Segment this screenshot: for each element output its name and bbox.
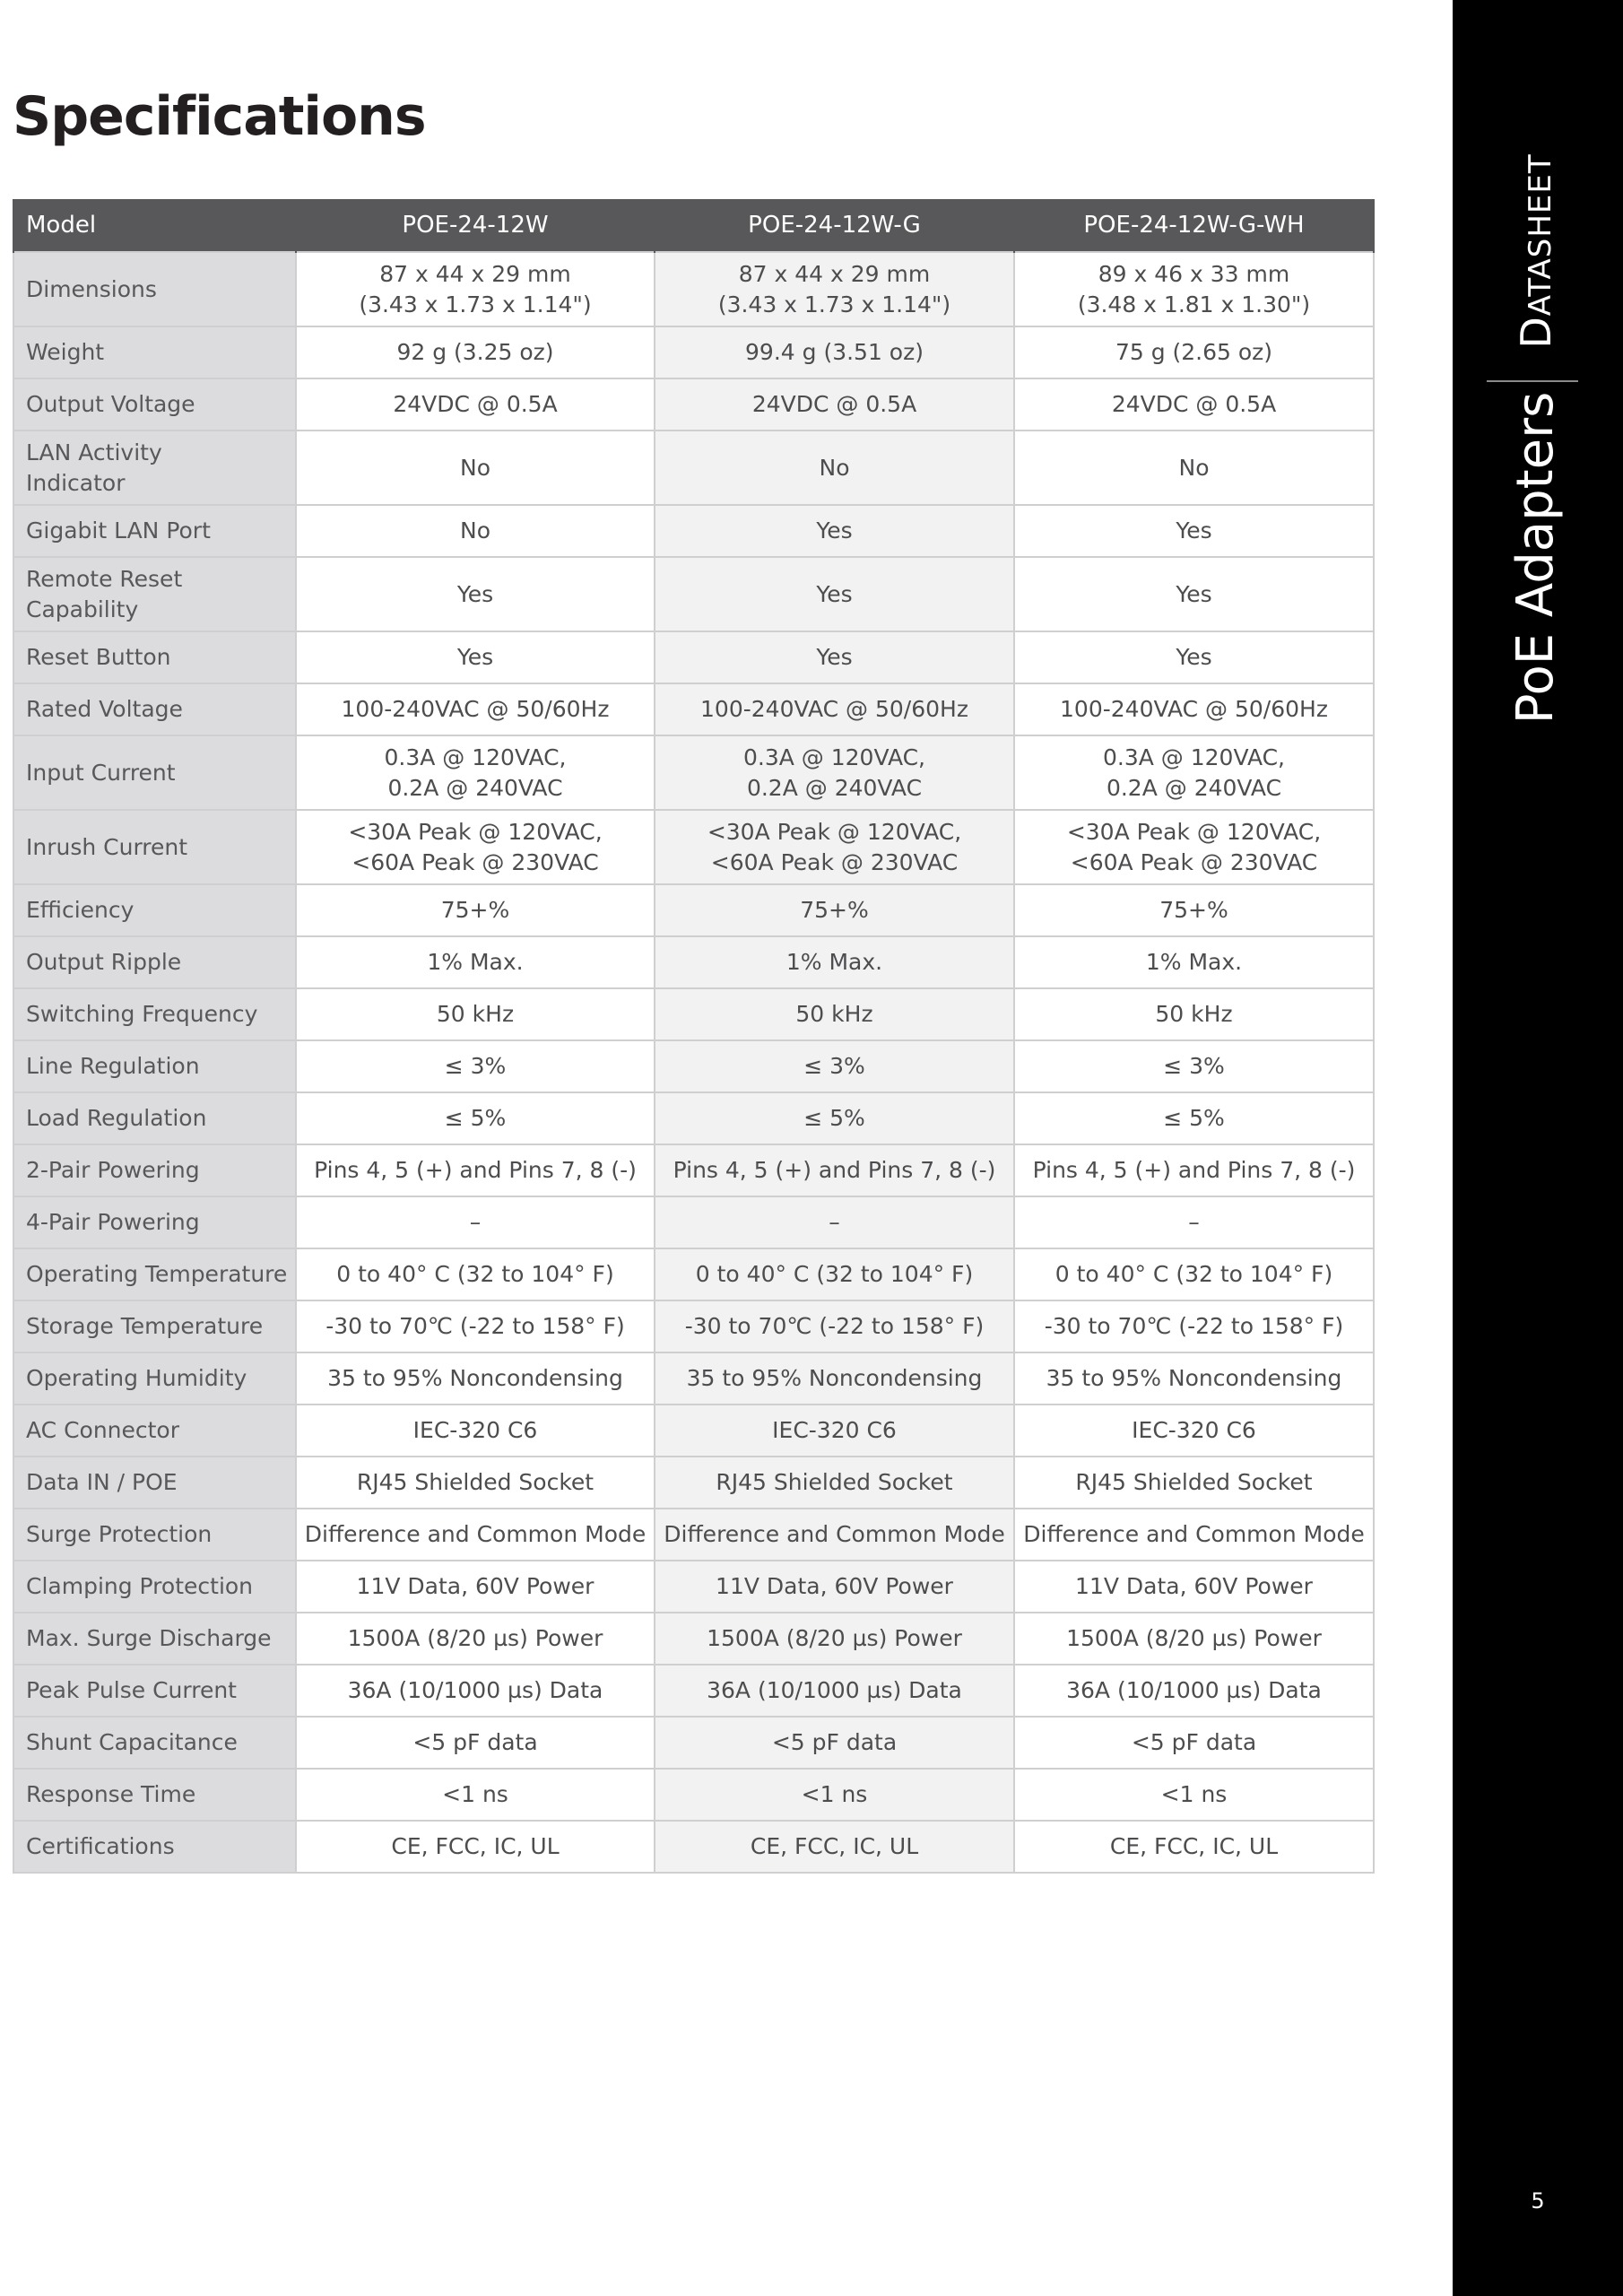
cell-value: IEC-320 C6 bbox=[772, 1417, 897, 1443]
cell-poe-24-12w bbox=[296, 326, 655, 378]
cell-poe-24-12w-g bbox=[655, 631, 1014, 683]
cell-poe-24-12w-g-wh bbox=[1014, 884, 1374, 936]
row-label-line: Indicator bbox=[26, 469, 126, 496]
table-row bbox=[13, 936, 1374, 988]
row-label-line: Operating Temperature bbox=[26, 1261, 288, 1287]
table-body bbox=[13, 252, 1374, 1873]
cell-poe-24-12w-g bbox=[655, 1300, 1014, 1352]
row-label-line: Line Regulation bbox=[26, 1053, 200, 1079]
cell-poe-24-12w bbox=[296, 1561, 655, 1613]
page-title: Specifications bbox=[13, 85, 426, 148]
table-row bbox=[13, 1769, 1374, 1821]
cell-value: 1500A (8/20 µs) Power bbox=[347, 1625, 603, 1651]
cell-value: 50 kHz bbox=[1155, 1001, 1233, 1027]
cell-poe-24-12w-g bbox=[655, 936, 1014, 988]
datasheet-rest: ATASHEET bbox=[1523, 153, 1558, 317]
cell-value: ≤ 5% bbox=[803, 1105, 865, 1131]
table-row bbox=[13, 1821, 1374, 1873]
cell-poe-24-12w-g-wh bbox=[1014, 1092, 1374, 1144]
cell-poe-24-12w-g-wh bbox=[1014, 1769, 1374, 1821]
cell-poe-24-12w bbox=[296, 735, 655, 810]
row-label bbox=[13, 430, 296, 505]
table-row bbox=[13, 1405, 1374, 1457]
cell-value: ≤ 3% bbox=[444, 1053, 507, 1079]
row-label bbox=[13, 683, 296, 735]
cell-value: RJ45 Shielded Socket bbox=[716, 1469, 953, 1495]
cell-poe-24-12w-g bbox=[655, 1769, 1014, 1821]
cell-value: Yes bbox=[816, 517, 853, 544]
table-row bbox=[13, 326, 1374, 378]
cell-value: No bbox=[1178, 454, 1210, 481]
cell-poe-24-12w-g bbox=[655, 683, 1014, 735]
table-row bbox=[13, 378, 1374, 430]
cell-value: Difference and Common Mode bbox=[304, 1521, 647, 1547]
cell-value: CE, FCC, IC, UL bbox=[750, 1833, 919, 1859]
cell-value: Pins 4, 5 (+) and Pins 7, 8 (-) bbox=[673, 1157, 996, 1183]
cell-value: 75+% bbox=[1159, 897, 1228, 923]
cell-value: 0.3A @ 120VAC, bbox=[384, 744, 567, 770]
row-label bbox=[13, 1769, 296, 1821]
row-label-line: Output Ripple bbox=[26, 949, 182, 975]
table-row bbox=[13, 1457, 1374, 1509]
cell-value: 1% Max. bbox=[427, 949, 524, 975]
row-label bbox=[13, 1144, 296, 1196]
cell-value: 24VDC @ 0.5A bbox=[393, 391, 558, 417]
cell-poe-24-12w-g bbox=[655, 1457, 1014, 1509]
row-label-line: Clamping Protection bbox=[26, 1573, 254, 1599]
cell-value: -30 to 70℃ (-22 to 158° F) bbox=[684, 1313, 985, 1339]
datasheet-initial: D bbox=[1512, 316, 1560, 349]
cell-value: – bbox=[1188, 1209, 1200, 1235]
cell-value: ≤ 5% bbox=[444, 1105, 507, 1131]
row-label bbox=[13, 1352, 296, 1405]
cell-value: Difference and Common Mode bbox=[1023, 1521, 1365, 1547]
cell-value: 1% Max. bbox=[1145, 949, 1243, 975]
cell-poe-24-12w-g bbox=[655, 505, 1014, 557]
table-row bbox=[13, 505, 1374, 557]
cell-value: 100-240VAC @ 50/60Hz bbox=[700, 696, 968, 722]
row-label bbox=[13, 378, 296, 430]
cell-value: No bbox=[460, 517, 490, 544]
row-label bbox=[13, 1821, 296, 1873]
cell-value: <1 ns bbox=[442, 1781, 508, 1807]
cell-poe-24-12w-g-wh bbox=[1014, 1509, 1374, 1561]
cell-value: – bbox=[829, 1209, 840, 1235]
cell-poe-24-12w-g-wh bbox=[1014, 1300, 1374, 1352]
cell-value: 0.2A @ 240VAC bbox=[1106, 774, 1282, 801]
row-label bbox=[13, 326, 296, 378]
cell-value: 87 x 44 x 29 mm bbox=[379, 260, 571, 287]
cell-value: Yes bbox=[1176, 644, 1212, 670]
row-label-line: Storage Temperature bbox=[26, 1313, 264, 1339]
cell-poe-24-12w bbox=[296, 1509, 655, 1561]
cell-poe-24-12w bbox=[296, 557, 655, 631]
cell-value: Pins 4, 5 (+) and Pins 7, 8 (-) bbox=[314, 1157, 637, 1183]
row-label bbox=[13, 1717, 296, 1769]
table-row bbox=[13, 1040, 1374, 1092]
cell-poe-24-12w bbox=[296, 884, 655, 936]
row-label bbox=[13, 988, 296, 1040]
cell-poe-24-12w-g-wh bbox=[1014, 252, 1374, 326]
row-label bbox=[13, 1665, 296, 1717]
row-label-line: Capability bbox=[26, 596, 139, 622]
cell-value: -30 to 70℃ (-22 to 158° F) bbox=[325, 1313, 625, 1339]
row-label bbox=[13, 735, 296, 810]
row-label bbox=[13, 1040, 296, 1092]
cell-value: (3.43 x 1.73 x 1.14") bbox=[717, 291, 951, 317]
cell-poe-24-12w-g-wh bbox=[1014, 683, 1374, 735]
cell-poe-24-12w bbox=[296, 1717, 655, 1769]
cell-poe-24-12w-g bbox=[655, 1561, 1014, 1613]
row-label bbox=[13, 884, 296, 936]
cell-poe-24-12w bbox=[296, 936, 655, 988]
cell-poe-24-12w-g-wh bbox=[1014, 1352, 1374, 1405]
cell-value: 0 to 40° C (32 to 104° F) bbox=[336, 1261, 614, 1287]
row-label-line: AC Connector bbox=[26, 1417, 180, 1443]
cell-value: CE, FCC, IC, UL bbox=[391, 1833, 560, 1859]
cell-poe-24-12w bbox=[296, 631, 655, 683]
cell-value: 1% Max. bbox=[785, 949, 883, 975]
cell-poe-24-12w-g bbox=[655, 378, 1014, 430]
cell-value: 100-240VAC @ 50/60Hz bbox=[341, 696, 610, 722]
cell-poe-24-12w bbox=[296, 1352, 655, 1405]
row-label bbox=[13, 1509, 296, 1561]
table-row bbox=[13, 1509, 1374, 1561]
cell-value: <5 pF data bbox=[771, 1729, 898, 1755]
cell-value: 35 to 95% Noncondensing bbox=[686, 1365, 983, 1391]
cell-poe-24-12w-g bbox=[655, 1352, 1014, 1405]
cell-value: 0 to 40° C (32 to 104° F) bbox=[695, 1261, 974, 1287]
row-label-line: Reset Button bbox=[26, 644, 171, 670]
cell-poe-24-12w-g-wh bbox=[1014, 1717, 1374, 1769]
cell-poe-24-12w bbox=[296, 1092, 655, 1144]
table-row bbox=[13, 557, 1374, 631]
row-label bbox=[13, 1300, 296, 1352]
cell-poe-24-12w-g bbox=[655, 810, 1014, 884]
sidebar-product-label: PoE Adapters bbox=[1506, 391, 1565, 725]
cell-poe-24-12w-g bbox=[655, 1092, 1014, 1144]
cell-poe-24-12w bbox=[296, 1665, 655, 1717]
cell-value: (3.43 x 1.73 x 1.14") bbox=[359, 291, 592, 317]
cell-value: 35 to 95% Noncondensing bbox=[1046, 1365, 1342, 1391]
row-label-line: Remote Reset bbox=[26, 565, 183, 592]
cell-value: <60A Peak @ 230VAC bbox=[1070, 848, 1318, 875]
table-row bbox=[13, 1144, 1374, 1196]
sidebar-datasheet-label bbox=[1512, 153, 1560, 349]
cell-poe-24-12w-g bbox=[655, 1248, 1014, 1300]
cell-value: – bbox=[469, 1209, 482, 1235]
table-row bbox=[13, 810, 1374, 884]
cell-value: Yes bbox=[816, 580, 853, 607]
cell-poe-24-12w bbox=[296, 1613, 655, 1665]
cell-poe-24-12w-g bbox=[655, 430, 1014, 505]
cell-poe-24-12w-g-wh bbox=[1014, 1821, 1374, 1873]
cell-value: RJ45 Shielded Socket bbox=[1075, 1469, 1313, 1495]
cell-poe-24-12w-g-wh bbox=[1014, 988, 1374, 1040]
row-label-line: Dimensions bbox=[26, 275, 157, 302]
row-label bbox=[13, 505, 296, 557]
cell-value: Difference and Common Mode bbox=[664, 1521, 1005, 1547]
table-row bbox=[13, 430, 1374, 505]
cell-value: 0.3A @ 120VAC, bbox=[742, 744, 926, 770]
row-label bbox=[13, 1457, 296, 1509]
cell-poe-24-12w-g-wh bbox=[1014, 1144, 1374, 1196]
cell-poe-24-12w bbox=[296, 683, 655, 735]
row-label-line: LAN Activity bbox=[26, 439, 162, 465]
cell-value: Yes bbox=[816, 644, 853, 670]
row-label bbox=[13, 557, 296, 631]
cell-poe-24-12w-g-wh bbox=[1014, 1613, 1374, 1665]
cell-value: 11V Data, 60V Power bbox=[356, 1573, 595, 1599]
cell-value: 92 g (3.25 oz) bbox=[396, 339, 554, 365]
cell-poe-24-12w-g bbox=[655, 1665, 1014, 1717]
table-row bbox=[13, 1717, 1374, 1769]
row-label bbox=[13, 1613, 296, 1665]
header-model: Model bbox=[13, 199, 296, 252]
cell-poe-24-12w bbox=[296, 988, 655, 1040]
cell-poe-24-12w-g-wh bbox=[1014, 1248, 1374, 1300]
cell-value: 75 g (2.65 oz) bbox=[1115, 339, 1273, 365]
table-row bbox=[13, 631, 1374, 683]
cell-poe-24-12w-g-wh bbox=[1014, 505, 1374, 557]
cell-value: 36A (10/1000 µs) Data bbox=[707, 1677, 962, 1703]
sidebar-divider bbox=[1487, 380, 1578, 382]
cell-poe-24-12w bbox=[296, 505, 655, 557]
cell-value: Yes bbox=[456, 644, 494, 670]
cell-value: <60A Peak @ 230VAC bbox=[352, 848, 599, 875]
specifications-table bbox=[13, 199, 1375, 1874]
row-label-line: Operating Humidity bbox=[26, 1365, 247, 1391]
cell-poe-24-12w bbox=[296, 1821, 655, 1873]
cell-value: Yes bbox=[1176, 580, 1212, 607]
cell-poe-24-12w-g bbox=[655, 1717, 1014, 1769]
cell-poe-24-12w bbox=[296, 1457, 655, 1509]
header-poe-24-12w-g-wh: POE-24-12W-G-WH bbox=[1014, 199, 1374, 252]
cell-poe-24-12w bbox=[296, 252, 655, 326]
cell-poe-24-12w-g bbox=[655, 884, 1014, 936]
row-label bbox=[13, 252, 296, 326]
cell-value: RJ45 Shielded Socket bbox=[356, 1469, 595, 1495]
cell-value: <1 ns bbox=[1160, 1781, 1228, 1807]
cell-poe-24-12w-g-wh bbox=[1014, 1405, 1374, 1457]
table-row bbox=[13, 1352, 1374, 1405]
table-row bbox=[13, 1196, 1374, 1248]
cell-value: 1500A (8/20 µs) Power bbox=[1066, 1625, 1322, 1651]
cell-poe-24-12w-g bbox=[655, 988, 1014, 1040]
cell-poe-24-12w-g-wh bbox=[1014, 326, 1374, 378]
cell-poe-24-12w-g bbox=[655, 557, 1014, 631]
cell-poe-24-12w-g bbox=[655, 326, 1014, 378]
cell-poe-24-12w-g-wh bbox=[1014, 1457, 1374, 1509]
cell-value: 100-240VAC @ 50/60Hz bbox=[1060, 696, 1328, 722]
cell-poe-24-12w-g bbox=[655, 1196, 1014, 1248]
cell-value: 0.2A @ 240VAC bbox=[746, 774, 923, 801]
cell-poe-24-12w bbox=[296, 810, 655, 884]
cell-poe-24-12w-g bbox=[655, 1144, 1014, 1196]
cell-poe-24-12w bbox=[296, 1769, 655, 1821]
table-row bbox=[13, 1561, 1374, 1613]
cell-poe-24-12w-g-wh bbox=[1014, 936, 1374, 988]
table-row bbox=[13, 988, 1374, 1040]
row-label-line: Switching Frequency bbox=[26, 1001, 258, 1027]
cell-poe-24-12w-g bbox=[655, 1040, 1014, 1092]
cell-poe-24-12w-g-wh bbox=[1014, 378, 1374, 430]
cell-value: Yes bbox=[1176, 517, 1212, 544]
cell-poe-24-12w bbox=[296, 1248, 655, 1300]
cell-value: 75+% bbox=[440, 897, 510, 923]
table-row bbox=[13, 252, 1374, 326]
cell-poe-24-12w bbox=[296, 1405, 655, 1457]
cell-value: <1 ns bbox=[801, 1781, 868, 1807]
cell-value: No bbox=[460, 454, 490, 481]
cell-poe-24-12w bbox=[296, 378, 655, 430]
cell-poe-24-12w-g-wh bbox=[1014, 631, 1374, 683]
cell-value: ≤ 3% bbox=[803, 1053, 865, 1079]
cell-value: <30A Peak @ 120VAC, bbox=[707, 818, 962, 845]
page-number: 5 bbox=[1531, 2188, 1545, 2213]
cell-value: 75+% bbox=[800, 897, 869, 923]
table-row bbox=[13, 683, 1374, 735]
cell-poe-24-12w-g-wh bbox=[1014, 1561, 1374, 1613]
row-label bbox=[13, 936, 296, 988]
cell-poe-24-12w bbox=[296, 1196, 655, 1248]
cell-poe-24-12w-g-wh bbox=[1014, 735, 1374, 810]
row-label-line: Surge Protection bbox=[26, 1521, 213, 1547]
cell-value: No bbox=[819, 454, 850, 481]
cell-poe-24-12w-g bbox=[655, 1821, 1014, 1873]
cell-poe-24-12w bbox=[296, 430, 655, 505]
cell-value: 0.3A @ 120VAC, bbox=[1102, 744, 1286, 770]
row-label bbox=[13, 1405, 296, 1457]
cell-value: 24VDC @ 0.5A bbox=[751, 391, 917, 417]
cell-value: <60A Peak @ 230VAC bbox=[710, 848, 959, 875]
row-label-line: Input Current bbox=[26, 759, 176, 786]
cell-value: IEC-320 C6 bbox=[1132, 1417, 1256, 1443]
row-label-line: Inrush Current bbox=[26, 833, 188, 860]
row-label-line: 4-Pair Powering bbox=[26, 1209, 200, 1235]
table-row bbox=[13, 1300, 1374, 1352]
row-label-line: Gigabit LAN Port bbox=[26, 517, 211, 544]
cell-value: 50 kHz bbox=[436, 1001, 515, 1027]
header-poe-24-12w-g: POE-24-12W-G bbox=[655, 199, 1014, 252]
cell-poe-24-12w-g bbox=[655, 1405, 1014, 1457]
cell-poe-24-12w-g-wh bbox=[1014, 1196, 1374, 1248]
cell-poe-24-12w bbox=[296, 1300, 655, 1352]
row-label bbox=[13, 631, 296, 683]
table-header-row bbox=[13, 199, 1374, 252]
table-row bbox=[13, 884, 1374, 936]
cell-value: CE, FCC, IC, UL bbox=[1109, 1833, 1279, 1859]
cell-value: <30A Peak @ 120VAC, bbox=[1066, 818, 1322, 845]
cell-value: 87 x 44 x 29 mm bbox=[738, 260, 931, 287]
cell-value: ≤ 5% bbox=[1163, 1105, 1225, 1131]
cell-value: 24VDC @ 0.5A bbox=[1111, 391, 1277, 417]
cell-poe-24-12w-g bbox=[655, 252, 1014, 326]
cell-value: 50 kHz bbox=[795, 1001, 873, 1027]
row-label bbox=[13, 1561, 296, 1613]
cell-value: 35 to 95% Noncondensing bbox=[327, 1365, 623, 1391]
row-label bbox=[13, 1196, 296, 1248]
cell-value: 99.4 g (3.51 oz) bbox=[745, 339, 924, 365]
cell-poe-24-12w-g-wh bbox=[1014, 557, 1374, 631]
row-label-line: Weight bbox=[26, 339, 105, 365]
cell-value: <5 pF data bbox=[412, 1729, 538, 1755]
cell-poe-24-12w-g bbox=[655, 1509, 1014, 1561]
cell-poe-24-12w bbox=[296, 1144, 655, 1196]
cell-value: 89 x 46 x 33 mm bbox=[1098, 260, 1290, 287]
cell-value: IEC-320 C6 bbox=[412, 1417, 538, 1443]
cell-value: 0.2A @ 240VAC bbox=[387, 774, 563, 801]
row-label-line: Rated Voltage bbox=[26, 696, 183, 722]
row-label-line: Response Time bbox=[26, 1781, 196, 1807]
row-label-line: Shunt Capacitance bbox=[26, 1729, 238, 1755]
table-row bbox=[13, 735, 1374, 810]
cell-poe-24-12w-g-wh bbox=[1014, 810, 1374, 884]
cell-poe-24-12w bbox=[296, 1040, 655, 1092]
cell-value: -30 to 70℃ (-22 to 158° F) bbox=[1044, 1313, 1344, 1339]
row-label-line: Max. Surge Discharge bbox=[26, 1625, 272, 1651]
cell-value: 11V Data, 60V Power bbox=[1075, 1573, 1313, 1599]
cell-value: 1500A (8/20 µs) Power bbox=[707, 1625, 962, 1651]
cell-value: ≤ 3% bbox=[1163, 1053, 1225, 1079]
cell-poe-24-12w-g bbox=[655, 1613, 1014, 1665]
cell-poe-24-12w-g-wh bbox=[1014, 1040, 1374, 1092]
row-label-line: Efficiency bbox=[26, 897, 135, 923]
cell-value: 36A (10/1000 µs) Data bbox=[1066, 1677, 1322, 1703]
cell-poe-24-12w-g-wh bbox=[1014, 430, 1374, 505]
row-label-line: Load Regulation bbox=[26, 1105, 207, 1131]
cell-poe-24-12w-g bbox=[655, 735, 1014, 810]
cell-value: (3.48 x 1.81 x 1.30") bbox=[1077, 291, 1311, 317]
cell-value: Yes bbox=[456, 580, 494, 607]
row-label-line: Data IN / POE bbox=[26, 1469, 178, 1495]
cell-value: Pins 4, 5 (+) and Pins 7, 8 (-) bbox=[1032, 1157, 1356, 1183]
table-row bbox=[13, 1092, 1374, 1144]
cell-value: <30A Peak @ 120VAC, bbox=[348, 818, 603, 845]
cell-poe-24-12w-g-wh bbox=[1014, 1665, 1374, 1717]
row-label-line: Output Voltage bbox=[26, 391, 195, 417]
row-label-line: Certifications bbox=[26, 1833, 175, 1859]
row-label bbox=[13, 1248, 296, 1300]
row-label-line: Peak Pulse Current bbox=[26, 1677, 237, 1703]
table-row bbox=[13, 1248, 1374, 1300]
cell-value: 11V Data, 60V Power bbox=[716, 1573, 953, 1599]
table-row bbox=[13, 1613, 1374, 1665]
cell-value: <5 pF data bbox=[1131, 1729, 1257, 1755]
cell-value: 36A (10/1000 µs) Data bbox=[347, 1677, 603, 1703]
table-row bbox=[13, 1665, 1374, 1717]
header-poe-24-12w: POE-24-12W bbox=[296, 199, 655, 252]
cell-value: 0 to 40° C (32 to 104° F) bbox=[1055, 1261, 1333, 1287]
row-label bbox=[13, 1092, 296, 1144]
row-label bbox=[13, 810, 296, 884]
row-label-line: 2-Pair Powering bbox=[26, 1157, 200, 1183]
